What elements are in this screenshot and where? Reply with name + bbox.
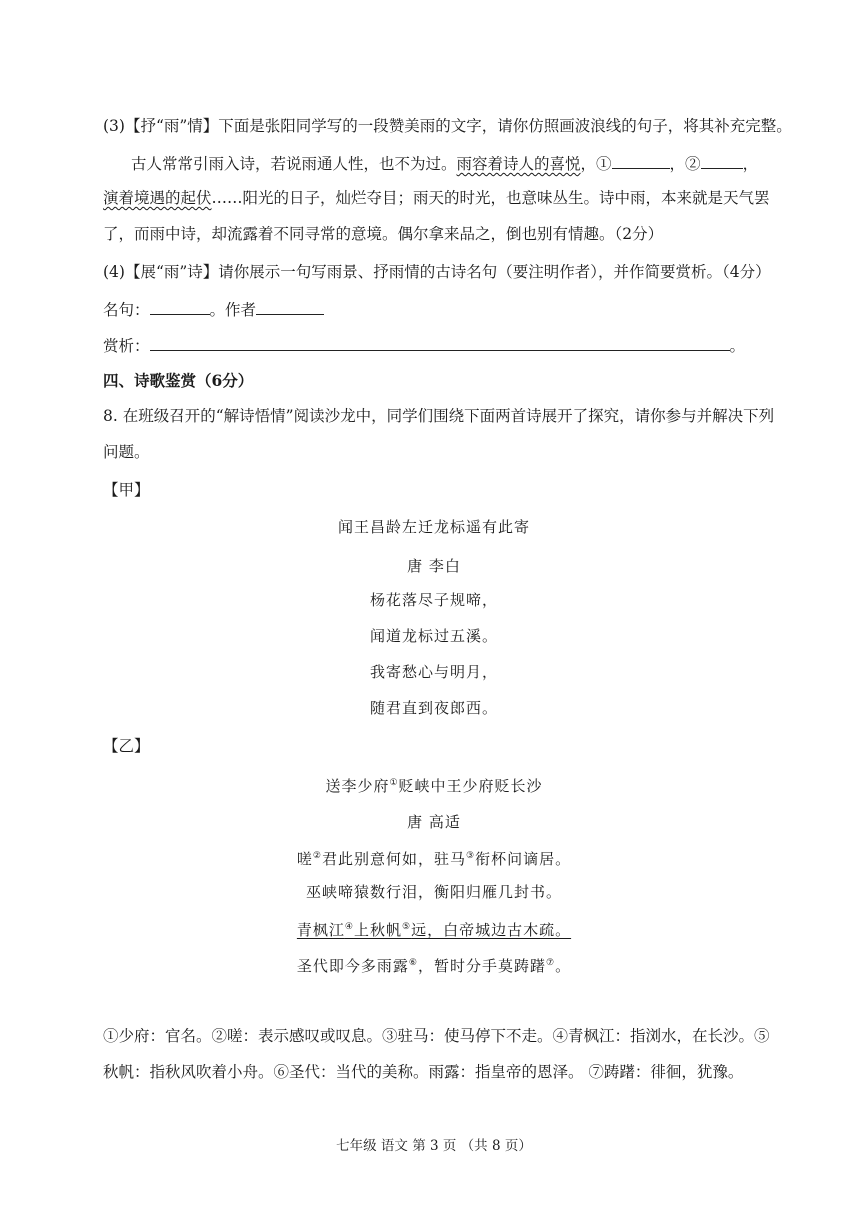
q8-line1: 8. 在班级召开的“解诗悟情”阅读沙龙中，同学们围绕下面两首诗展开了探究，请你参与并解决下列 <box>103 407 775 425</box>
poem-jia-line: 随君直到夜郎西。 <box>369 699 498 717</box>
author-blank[interactable] <box>256 298 324 315</box>
q4-mingju-row <box>103 298 324 320</box>
q4-shangxi-row <box>103 334 745 356</box>
poem-text: 君此别意何如，驻马 <box>321 850 466 868</box>
mingju-blank[interactable] <box>150 298 210 315</box>
poem-jia-label: 【甲】 <box>103 481 150 499</box>
poem-yi-title-text: 送李少府 <box>325 777 390 795</box>
poem-text: 圣代即今多雨露 <box>296 957 409 975</box>
poem-text: 。 <box>555 957 572 975</box>
section-title: 四、诗歌鉴赏（6分） <box>103 371 254 390</box>
notes-line1: ①少府：官名。②嗟：表示感叹或叹息。③驻马：使马停下不走。④青枫江：指浏水，在长沙。⑤ <box>103 1027 770 1045</box>
poem-text: 上秋帆 <box>353 921 402 939</box>
notes-line2: 秋帆：指秋风吹着小舟。⑥圣代：当代的美称。雨露：指皇帝的恩泽。 ⑦踌躇：徘徊，犹豫。 <box>103 1063 744 1081</box>
footnote-marker: ① <box>389 778 399 788</box>
poem-text: 青枫江 <box>296 921 345 939</box>
q3-wavy-sentence: 演着境遇的起伏 <box>103 189 212 207</box>
q8-line2: 问题。 <box>103 443 150 461</box>
footnote-marker: ⑤ <box>402 922 412 932</box>
poem-jia-author: 唐 李白 <box>407 557 461 575</box>
q3-paragraph-line2 <box>103 188 770 208</box>
q3-text: ，② <box>669 155 701 173</box>
poem-jia-line: 闻道龙标过五溪。 <box>369 627 498 645</box>
author-label: 。作者 <box>209 301 257 319</box>
mingju-label: 名句： <box>103 301 150 319</box>
shangxi-end: 。 <box>729 337 746 355</box>
q3-text: 古人常常引雨入诗，若说雨通人性，也不为过。 <box>131 155 457 173</box>
poem-jia-title: 闻王昌龄左迁龙标遥有此寄 <box>337 518 530 536</box>
poem-text: 衔杯问谪居。 <box>475 850 572 868</box>
page-footer: 七年级 语文 第 3 页 （共 8 页） <box>336 1138 532 1154</box>
poem-text: 嗟 <box>296 850 313 868</box>
footnote-marker: ② <box>312 851 322 861</box>
q3-text: ， <box>742 155 759 173</box>
underlined-verse <box>297 921 571 939</box>
poem-yi-author: 唐 高适 <box>407 813 461 831</box>
shangxi-label: 赏析： <box>103 337 150 355</box>
q3-text: ……阳光的日子，灿烂夺目；雨天的时光，也意味丛生。诗中雨，本来就是天气罢 <box>211 189 770 207</box>
footnote-marker: ④ <box>344 922 354 932</box>
q3-wavy-sentence: 雨容着诗人的喜悦 <box>456 155 581 173</box>
shangxi-blank[interactable] <box>150 334 730 351</box>
poem-yi-label: 【乙】 <box>103 737 150 755</box>
poem-yi-line <box>0 953 868 976</box>
footnote-marker: ③ <box>466 851 476 861</box>
q3-paragraph-line1 <box>131 152 758 174</box>
poem-jia-line: 我寄愁心与明月， <box>369 663 498 681</box>
poem-text: 远，白帝城边古木疏。 <box>411 921 572 939</box>
answer-blank-1[interactable] <box>612 152 670 169</box>
poem-yi-line <box>0 846 868 869</box>
poem-yi-title <box>0 773 868 796</box>
poem-yi-title-text: 贬峡中王少府贬长沙 <box>398 777 543 795</box>
q3-paragraph-line3: 了，而雨中诗，却流露着不同寻常的意境。偶尔拿来品之，倒也别有情趣。（2分） <box>103 225 664 243</box>
footnote-marker: ⑥ <box>408 958 418 968</box>
answer-blank-2[interactable] <box>701 152 743 169</box>
poem-jia-line: 杨花落尽子规啼， <box>369 591 498 609</box>
q4-heading: (4)【展“雨”诗】请你展示一句写雨景、抒雨情的古诗名句（要注明作者），并作简要赏析。（4分） <box>103 263 771 281</box>
q3-heading: (3)【抒“雨”情】下面是张阳同学写的一段赞美雨的文字，请你仿照画波浪线的句子，将其补充完整。 <box>103 117 792 135</box>
poem-text: ，暂时分手莫踌躇 <box>417 957 546 975</box>
poem-yi-line: 巫峡啼猿数行泪，衡阳归雁几封书。 <box>305 883 562 901</box>
poem-yi-line-underlined <box>0 917 868 940</box>
q3-text: ，① <box>580 155 612 173</box>
footnote-marker: ⑦ <box>546 958 556 968</box>
